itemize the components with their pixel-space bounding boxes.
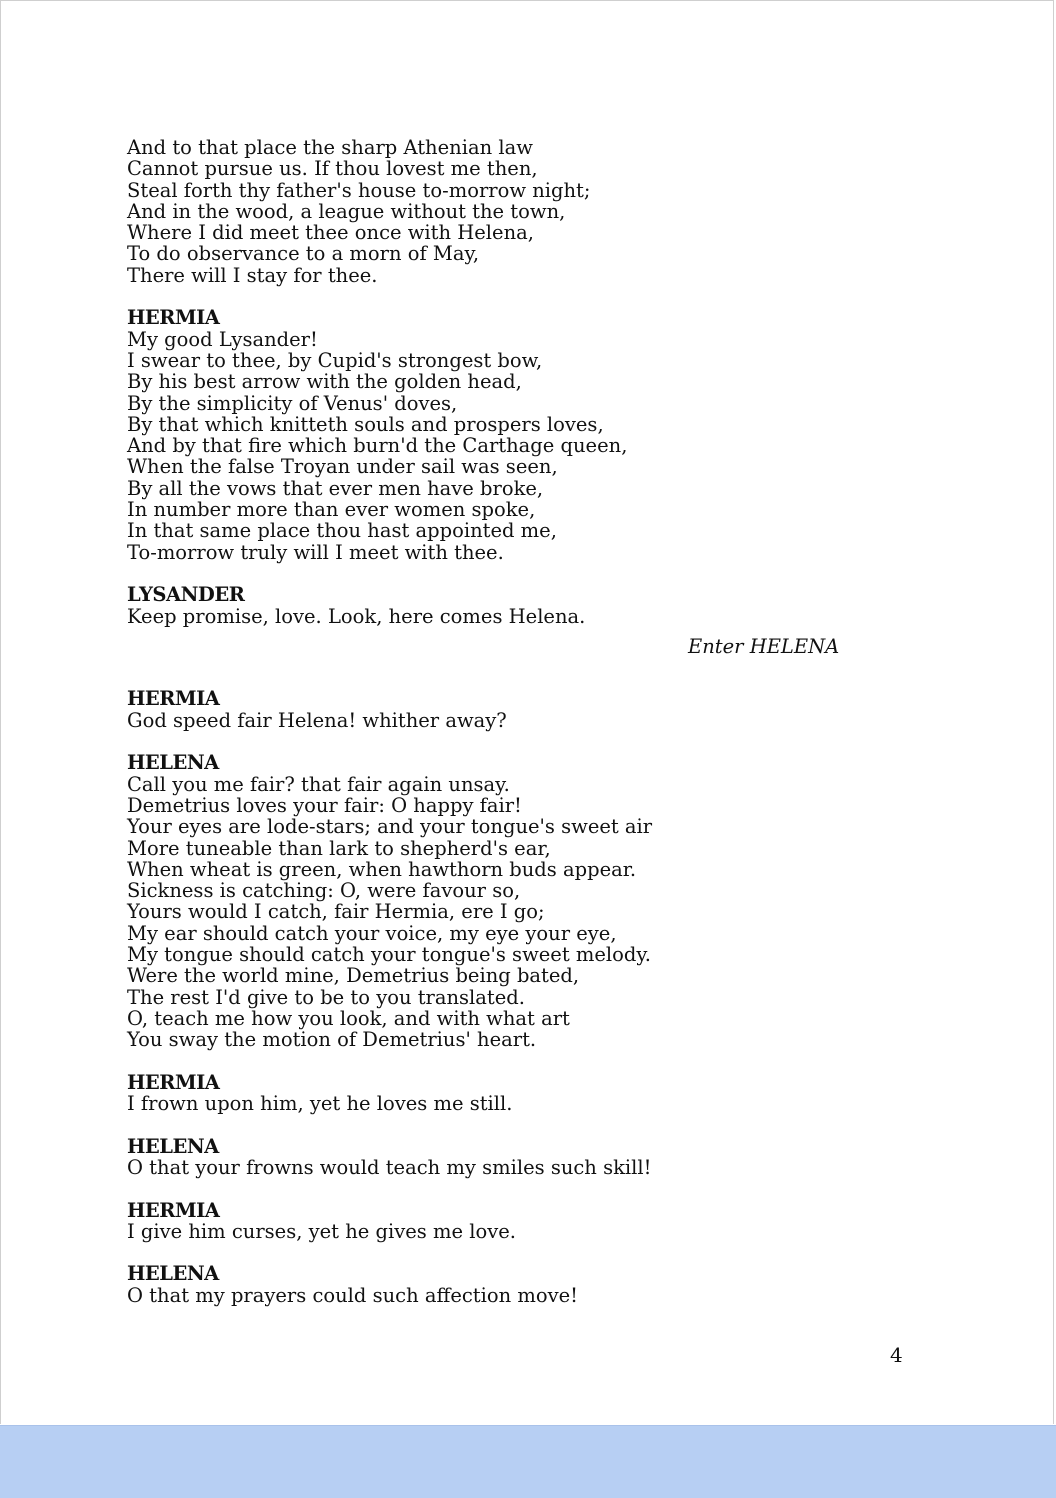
verse-line: More tuneable than lark to shepherd's ear, [127,836,551,860]
speaker-name: HERMIA [127,687,220,711]
verse-line: Were the world mine, Demetrius being bated, [127,964,580,988]
verse-line: To-morrow truly will I meet with thee. [127,540,504,564]
speech-block [127,688,847,731]
speaker-name: LYSANDER [127,583,245,607]
verse-line: Keep promise, love. Look, here comes Helena. [127,604,586,628]
verse-line: In number more than ever women spoke, [127,498,536,522]
verse-line: I swear to thee, by Cupid's strongest bow, [127,348,543,372]
verse-line: God speed fair Helena! whither away? [127,708,507,732]
verse-line: O, teach me how you look, and with what art [127,1006,570,1030]
speech-block [127,584,847,627]
speech-block [127,1072,847,1115]
bottom-bar [0,1425,1056,1498]
verse-line: I frown upon him, yet he loves me still. [127,1092,513,1116]
speaker-name: HELENA [127,751,219,775]
speech-block [127,752,847,1050]
verse-line: My ear should catch your voice, my eye your eye, [127,921,617,945]
verse-line: Demetrius loves your fair: O happy fair! [127,793,522,817]
speaker-name: HERMIA [127,1070,220,1094]
verse-line: And in the wood, a league without the town, [127,199,566,223]
verse-line: Your eyes are lode-stars; and your tongue's sweet air [127,815,653,839]
verse-line: There will I stay for thee. [127,263,378,287]
verse-line: Steal forth thy father's house to-morrow night; [127,178,591,202]
speech-block [127,307,847,563]
speaker-name: HELENA [127,1262,219,1286]
verse-line: By his best arrow with the golden head, [127,370,522,394]
verse-line: When wheat is green, when hawthorn buds appear. [127,857,637,881]
verse-line: To do observance to a morn of May, [127,242,480,266]
verse-line: My good Lysander! [127,327,318,351]
verse-line: When the false Troyan under sail was seen, [127,455,558,479]
verse-line: By that which knitteth souls and prospers loves, [127,412,604,436]
verse-line: Call you me fair? that fair again unsay. [127,772,510,796]
verse-line: Sickness is catching: O, were favour so, [127,879,521,903]
verse-line: My tongue should catch your tongue's sweet melody. [127,942,651,966]
verse-line: The rest I'd give to be to you translated. [127,985,525,1009]
verse-line: By the simplicity of Venus' doves, [127,391,458,415]
verse-line: Cannot pursue us. If thou lovest me then, [127,157,538,181]
speech-block [127,137,847,286]
verse-line: Where I did meet thee once with Helena, [127,221,534,245]
speech-block [127,1263,847,1306]
speech-block [127,1136,847,1179]
verse-line: By all the vows that ever men have broke, [127,476,544,500]
verse-line: And to that place the sharp Athenian law [127,136,533,159]
verse-line: O that my prayers could such affection move! [127,1283,578,1307]
speaker-name: HELENA [127,1134,219,1158]
speaker-name: HERMIA [127,1198,220,1222]
verse-line: O that your frowns would teach my smiles such skill! [127,1155,652,1179]
verse-line: Yours would I catch, fair Hermia, ere I go; [127,900,545,924]
verse-line: I give him curses, yet he gives me love. [127,1219,516,1243]
speaker-name: HERMIA [127,306,220,330]
stage-direction: Enter HELENA [688,635,840,659]
speech-block [127,1200,847,1243]
page-number: 4 [890,1343,903,1367]
verse-line: In that same place thou hast appointed me, [127,519,557,543]
verse-line: And by that fire which burn'd the Carthage queen, [127,434,628,458]
script-body [127,137,847,1327]
verse-line: You sway the motion of Demetrius' heart. [127,1028,537,1052]
